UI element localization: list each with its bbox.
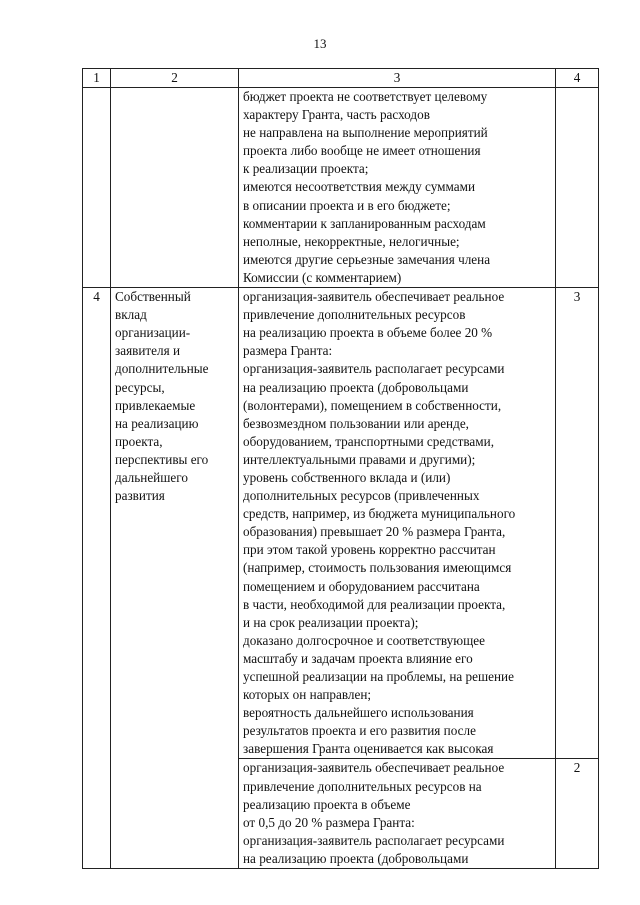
text-line: дополнительные [115,361,209,377]
text-line: на реализацию проекта (добровольцами [243,379,469,395]
text-line: на реализацию [115,415,199,431]
criterion-4-level-3-score: 3 [556,288,599,759]
text-line: образования) превышает 20 % размера Гранта, [243,524,506,540]
text-line: организация-заявитель располагает ресурсами [243,361,505,377]
text-line: заявителя и [115,343,181,359]
text-line: безвозмездном пользовании или аренде, [243,415,469,431]
text-line: средств, например, из бюджета муниципального [243,506,516,522]
text-line: успешной реализации на проблемы, на решение [243,669,514,684]
text-line: бюджет проекта не соответствует целевому [243,89,488,104]
text-line: вероятность дальнейшего использования [243,705,474,721]
text-line: привлекаемые [115,397,196,413]
text-line: которых он направлен; [243,687,372,703]
text-line: (волонтерами), помещением в собственности, [243,397,502,413]
table-row-continuation [83,88,599,288]
text-line: уровень собственного вклада и (или) [243,469,451,485]
text-line: характеру Гранта, часть расходов [243,107,430,123]
text-line: дополнительных ресурсов (привлеченных [243,488,480,504]
text-line: перспективы его [115,451,209,467]
text-line: помещением и оборудованием рассчитана [243,578,480,594]
text-line: имеются другие серьезные замечания члена [243,251,491,267]
page-number: 13 [313,36,327,51]
continuation-description-cell [239,88,556,288]
criterion-4-name-cell [111,288,239,869]
text-line: завершения Гранта оценивается как высокая [243,741,494,757]
continuation-score-cell [556,88,599,288]
text-line: привлечение дополнительных ресурсов на [243,778,482,794]
text-line: организации- [115,325,191,341]
continuation-number-cell [83,88,111,288]
text-line: от 0,5 до 20 % размера Гранта: [243,814,415,830]
text-line: неполные, некорректные, нелогичные; [243,233,460,249]
continuation-criterion-cell [111,88,239,288]
text-line: к реализации проекта; [243,161,369,177]
text-line: оборудованием, транспортными средствами, [243,433,494,449]
criterion-4-level-2-score: 2 [556,759,599,869]
text-line: (например, стоимость пользования имеющимся [243,560,512,576]
text-line: ресурсы, [115,379,165,395]
text-line: в описании проекта и в его бюджете; [243,197,451,213]
text-line: Собственный [115,289,191,305]
header-col-1: 1 [83,69,111,88]
criterion-4-number-cell: 4 [83,288,111,869]
criterion-4-level-3-description [239,288,556,759]
table-header-row [83,69,599,88]
text-line: организация-заявитель обеспечивает реальное [243,760,505,776]
header-col-4: 4 [556,69,599,88]
header-col-3: 3 [239,69,556,88]
text-line: Комиссии (с комментарием) [243,269,402,285]
text-line: организация-заявитель обеспечивает реальное [243,289,505,305]
text-line: проекта, [115,433,163,449]
table-row-criterion-4-level-3 [83,288,599,759]
text-line: результатов проекта и его развития после [243,723,476,739]
text-line: доказано долгосрочное и соответствующее [243,632,485,648]
text-line: развития [115,488,165,504]
text-line: не направлена на выполнение мероприятий [243,125,488,141]
text-line: дальнейшего [115,469,188,485]
text-line: и на срок реализации проекта); [243,614,419,630]
criterion-4-level-2-description [239,759,556,869]
text-line: комментарии к запланированным расходам [243,215,486,231]
text-line: на реализацию проекта в объеме более 20 % [243,325,493,341]
text-line: на реализацию проекта (добровольцами [243,850,469,866]
text-line: вклад [115,307,147,323]
text-line: реализацию проекта в объеме [243,796,411,812]
text-line: проекта либо вообще не имеет отношения [243,143,481,159]
text-line: привлечение дополнительных ресурсов [243,307,466,323]
header-col-2: 2 [111,69,239,88]
text-line: имеются несоответствия между суммами [243,179,475,195]
text-line: при этом такой уровень корректно рассчитан [243,542,496,558]
text-line: организация-заявитель располагает ресурсами [243,832,505,848]
criteria-table [82,68,599,869]
text-line: размера Гранта: [243,343,333,359]
text-line: в части, необходимой для реализации проекта, [243,596,506,612]
text-line: масштабу и задачам проекта влияние его [243,650,473,666]
text-line: интеллектуальными правами и другими); [243,451,476,467]
